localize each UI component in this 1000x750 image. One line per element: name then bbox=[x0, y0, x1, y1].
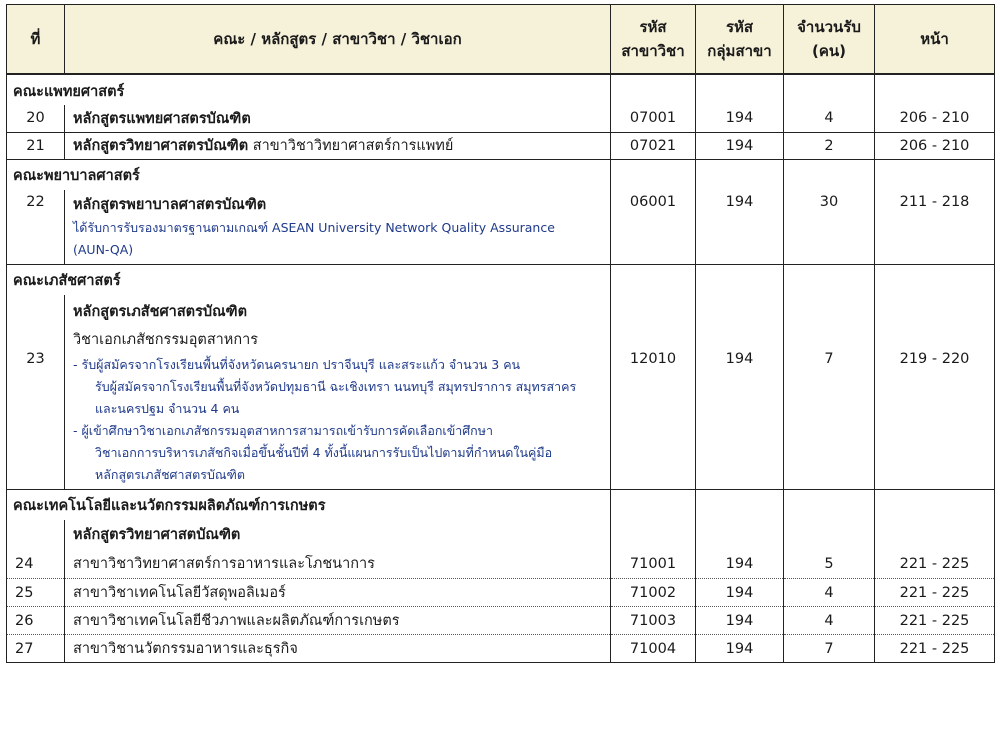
faculty-name: คณะแพทยศาสตร์ bbox=[7, 74, 611, 105]
program-cell bbox=[65, 295, 611, 490]
group-code: 194 bbox=[696, 550, 784, 579]
faculty-row-agri bbox=[7, 489, 995, 520]
page-range: 221 - 225 bbox=[875, 579, 995, 607]
table-row bbox=[7, 132, 995, 159]
group-code: 194 bbox=[696, 607, 784, 635]
faculty-name: คณะเทคโนโลยีและนวัตกรรมผลิตภัณฑ์การเกษตร bbox=[7, 489, 611, 520]
table-row bbox=[7, 607, 995, 635]
note-line: หลักสูตรเภสัชศาสตรบัณฑิต bbox=[95, 466, 245, 482]
program-name: หลักสูตรแพทยศาสตรบัณฑิต bbox=[65, 105, 611, 132]
major-name: สาขาวิชาวิทยาศาสตร์การอาหารและโภชนาการ bbox=[65, 550, 611, 579]
program-cell bbox=[65, 190, 611, 265]
program-name: หลักสูตรวิทยาศาสตบัณฑิต bbox=[65, 520, 611, 550]
group-code: 194 bbox=[696, 635, 784, 663]
table-row bbox=[7, 190, 995, 265]
row-no: 27 bbox=[7, 635, 65, 663]
group-code: 194 bbox=[696, 295, 784, 490]
major-code: 12010 bbox=[611, 295, 696, 490]
seats: 7 bbox=[784, 635, 875, 663]
table-row bbox=[7, 579, 995, 607]
page-range: 211 - 218 bbox=[875, 190, 995, 265]
major-code: 06001 bbox=[611, 190, 696, 265]
program-heading-row bbox=[7, 520, 995, 550]
page-range: 221 - 225 bbox=[875, 607, 995, 635]
faculty-row-nursing bbox=[7, 159, 995, 190]
group-code: 194 bbox=[696, 190, 784, 265]
table-row bbox=[7, 105, 995, 132]
seats: 4 bbox=[784, 607, 875, 635]
table-header-row bbox=[7, 5, 995, 75]
major-name: สาขาวิชาเทคโนโลยีวัสดุพอลิเมอร์ bbox=[65, 579, 611, 607]
admission-table bbox=[6, 4, 995, 663]
faculty-row-pharmacy bbox=[7, 264, 995, 295]
page-range: 206 - 210 bbox=[875, 132, 995, 159]
row-no: 24 bbox=[7, 550, 65, 579]
seats: 2 bbox=[784, 132, 875, 159]
major-code: 71004 bbox=[611, 635, 696, 663]
note-line: - รับผู้สมัครจากโรงเรียนพื้นที่จังหวัดนครนายก ปราจีนบุรี และสระแก้ว จำนวน 3 คน bbox=[73, 356, 521, 372]
seats: 30 bbox=[784, 190, 875, 265]
faculty-name: คณะพยาบาลศาสตร์ bbox=[7, 159, 611, 190]
major-name: วิชาเอกเภสัชกรรมอุตสาหการ bbox=[73, 331, 259, 348]
accreditation-note-cont: (AUN-QA) bbox=[73, 241, 134, 257]
major-code: 07021 bbox=[611, 132, 696, 159]
seats: 7 bbox=[784, 295, 875, 490]
major-code: 07001 bbox=[611, 105, 696, 132]
program-name: หลักสูตรเภสัชศาสตรบัณฑิต bbox=[73, 303, 247, 320]
header-page: หน้า bbox=[875, 5, 995, 75]
table-row bbox=[7, 295, 995, 490]
row-no: 26 bbox=[7, 607, 65, 635]
major-code: 71003 bbox=[611, 607, 696, 635]
page-range: 221 - 225 bbox=[875, 550, 995, 579]
program-name: หลักสูตรพยาบาลศาสตรบัณฑิต bbox=[73, 196, 267, 213]
group-code: 194 bbox=[696, 105, 784, 132]
note-line: - ผู้เข้าศึกษาวิชาเอกเภสัชกรรมอุตสาหการสามารถเข้ารับการคัดเลือกเข้าศึกษา bbox=[73, 422, 494, 438]
header-code: รหัส สาขาวิชา bbox=[611, 5, 696, 75]
major-name: สาขาวิชานวัตกรรมอาหารและธุรกิจ bbox=[65, 635, 611, 663]
row-no: 23 bbox=[7, 295, 65, 490]
row-no: 22 bbox=[7, 190, 65, 265]
seats: 4 bbox=[784, 105, 875, 132]
group-code: 194 bbox=[696, 132, 784, 159]
faculty-name: คณะเภสัชศาสตร์ bbox=[7, 264, 611, 295]
note-line: วิชาเอกการบริหารเภสัชกิจเมื่อขึ้นชั้นปีที่ 4 ทั้งนี้แผนการรับเป็นไปตามที่กำหนดในคู่มือ bbox=[95, 444, 553, 460]
header-group: รหัส กลุ่มสาขา bbox=[696, 5, 784, 75]
row-no: 21 bbox=[7, 132, 65, 159]
table-row bbox=[7, 635, 995, 663]
faculty-row-medicine bbox=[7, 74, 995, 105]
seats: 5 bbox=[784, 550, 875, 579]
group-code: 194 bbox=[696, 579, 784, 607]
accreditation-note: ได้รับการรับรองมาตรฐานตามเกณฑ์ ASEAN University Network Quality Assurance bbox=[73, 219, 555, 235]
table-row bbox=[7, 550, 995, 579]
major-code: 71001 bbox=[611, 550, 696, 579]
header-no: ที่ bbox=[7, 5, 65, 75]
major-name: สาขาวิชาเทคโนโลยีชีวภาพและผลิตภัณฑ์การเกษตร bbox=[65, 607, 611, 635]
major-code: 71002 bbox=[611, 579, 696, 607]
header-name: คณะ / หลักสูตร / สาขาวิชา / วิชาเอก bbox=[65, 5, 611, 75]
note-line: และนครปฐม จำนวน 4 คน bbox=[95, 400, 240, 416]
row-no: 20 bbox=[7, 105, 65, 132]
program-name: หลักสูตรวิทยาศาสตรบัณฑิต สาขาวิชาวิทยาศาสตร์การแพทย์ bbox=[65, 132, 611, 159]
seats: 4 bbox=[784, 579, 875, 607]
note-line: รับผู้สมัครจากโรงเรียนพื้นที่จังหวัดปทุมธานี ฉะเชิงเทรา นนทบุรี สมุทรปราการ สมุทรสาคร bbox=[95, 378, 577, 394]
row-no: 25 bbox=[7, 579, 65, 607]
page-range: 219 - 220 bbox=[875, 295, 995, 490]
page-range: 221 - 225 bbox=[875, 635, 995, 663]
page-range: 206 - 210 bbox=[875, 105, 995, 132]
header-seats: จำนวนรับ (คน) bbox=[784, 5, 875, 75]
